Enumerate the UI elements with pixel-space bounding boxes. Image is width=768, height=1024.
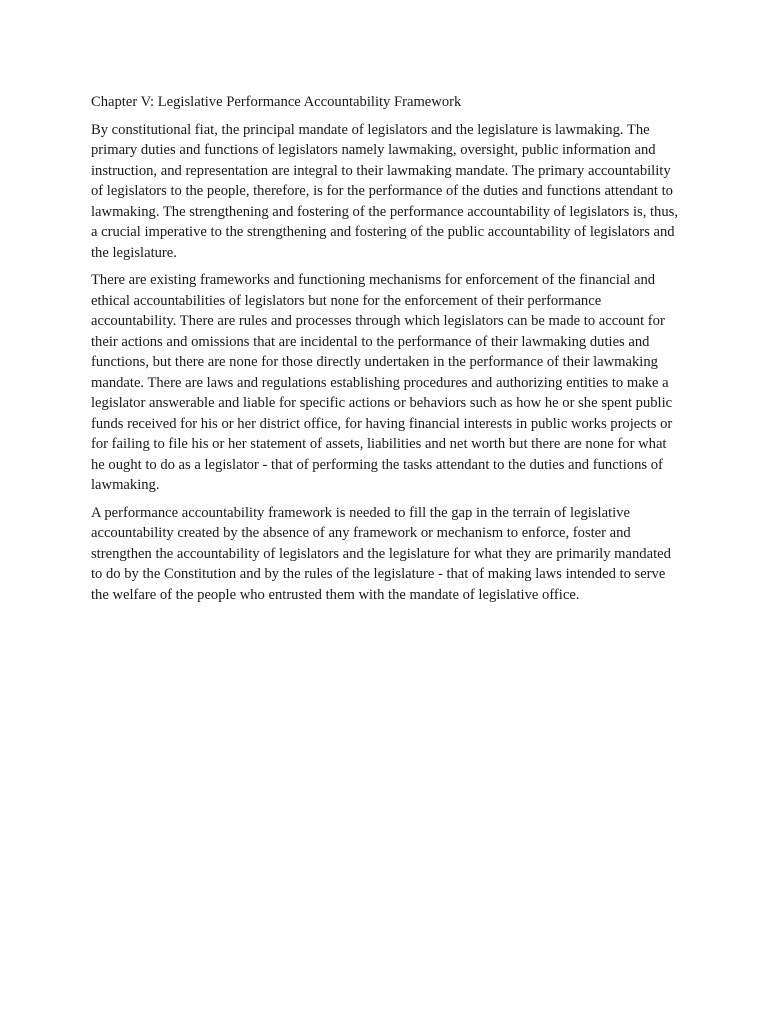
chapter-title: Chapter V: Legislative Performance Accountability Framework [91, 94, 462, 110]
paragraph-1: By constitutional fiat, the principal mandate of legislators and the legislature is lawmaking. The primary duties and functions of legislators namely lawmaking, oversight, public information and instruction, and representation are integral to their lawmaking mandate. The primary accountability of legislators to the people, therefore, is for the performance of the duties and functions attendant to lawmaking. The strengthening and fostering of the performance accountability of legislators is, thus, a crucial imperative to the strengthening and fostering of the public accountability of legislators and the legislature. [91, 121, 678, 261]
paragraph-2: There are existing frameworks and functioning mechanisms for enforcement of the financial and ethical accountabilities of legislators but none for the enforcement of their performance accountability. There are rules and processes through which legislators can be made to account for their actions and omissions that are incidental to the performance of their lawmaking duties and functions, but there are none for those directly undertaken in the performance of their lawmaking mandate. There are laws and regulations establishing procedures and authorizing entities to make a legislator answerable and liable for specific actions or behaviors such as how he or she spent public funds received for his or her district office, for having financial interests in public works projects or for failing to file his or her statement of assets, liabilities and net worth but there are none for what he ought to do as a legislator - that of performing the tasks attendant to the duties and functions of lawmaking. [91, 272, 673, 493]
paragraph-3: A performance accountability framework is needed to fill the gap in the terrain of legislative accountability created by the absence of any framework or mechanism to enforce, foster and strengthen the accountability of legislators and the legislature for what they are primarily mandated to do by the Constitution and by the rules of the legislature - that of making laws intended to serve the welfare of the people who entrusted them with the mandate of legislative office. [91, 504, 671, 603]
document-body [91, 92, 683, 612]
